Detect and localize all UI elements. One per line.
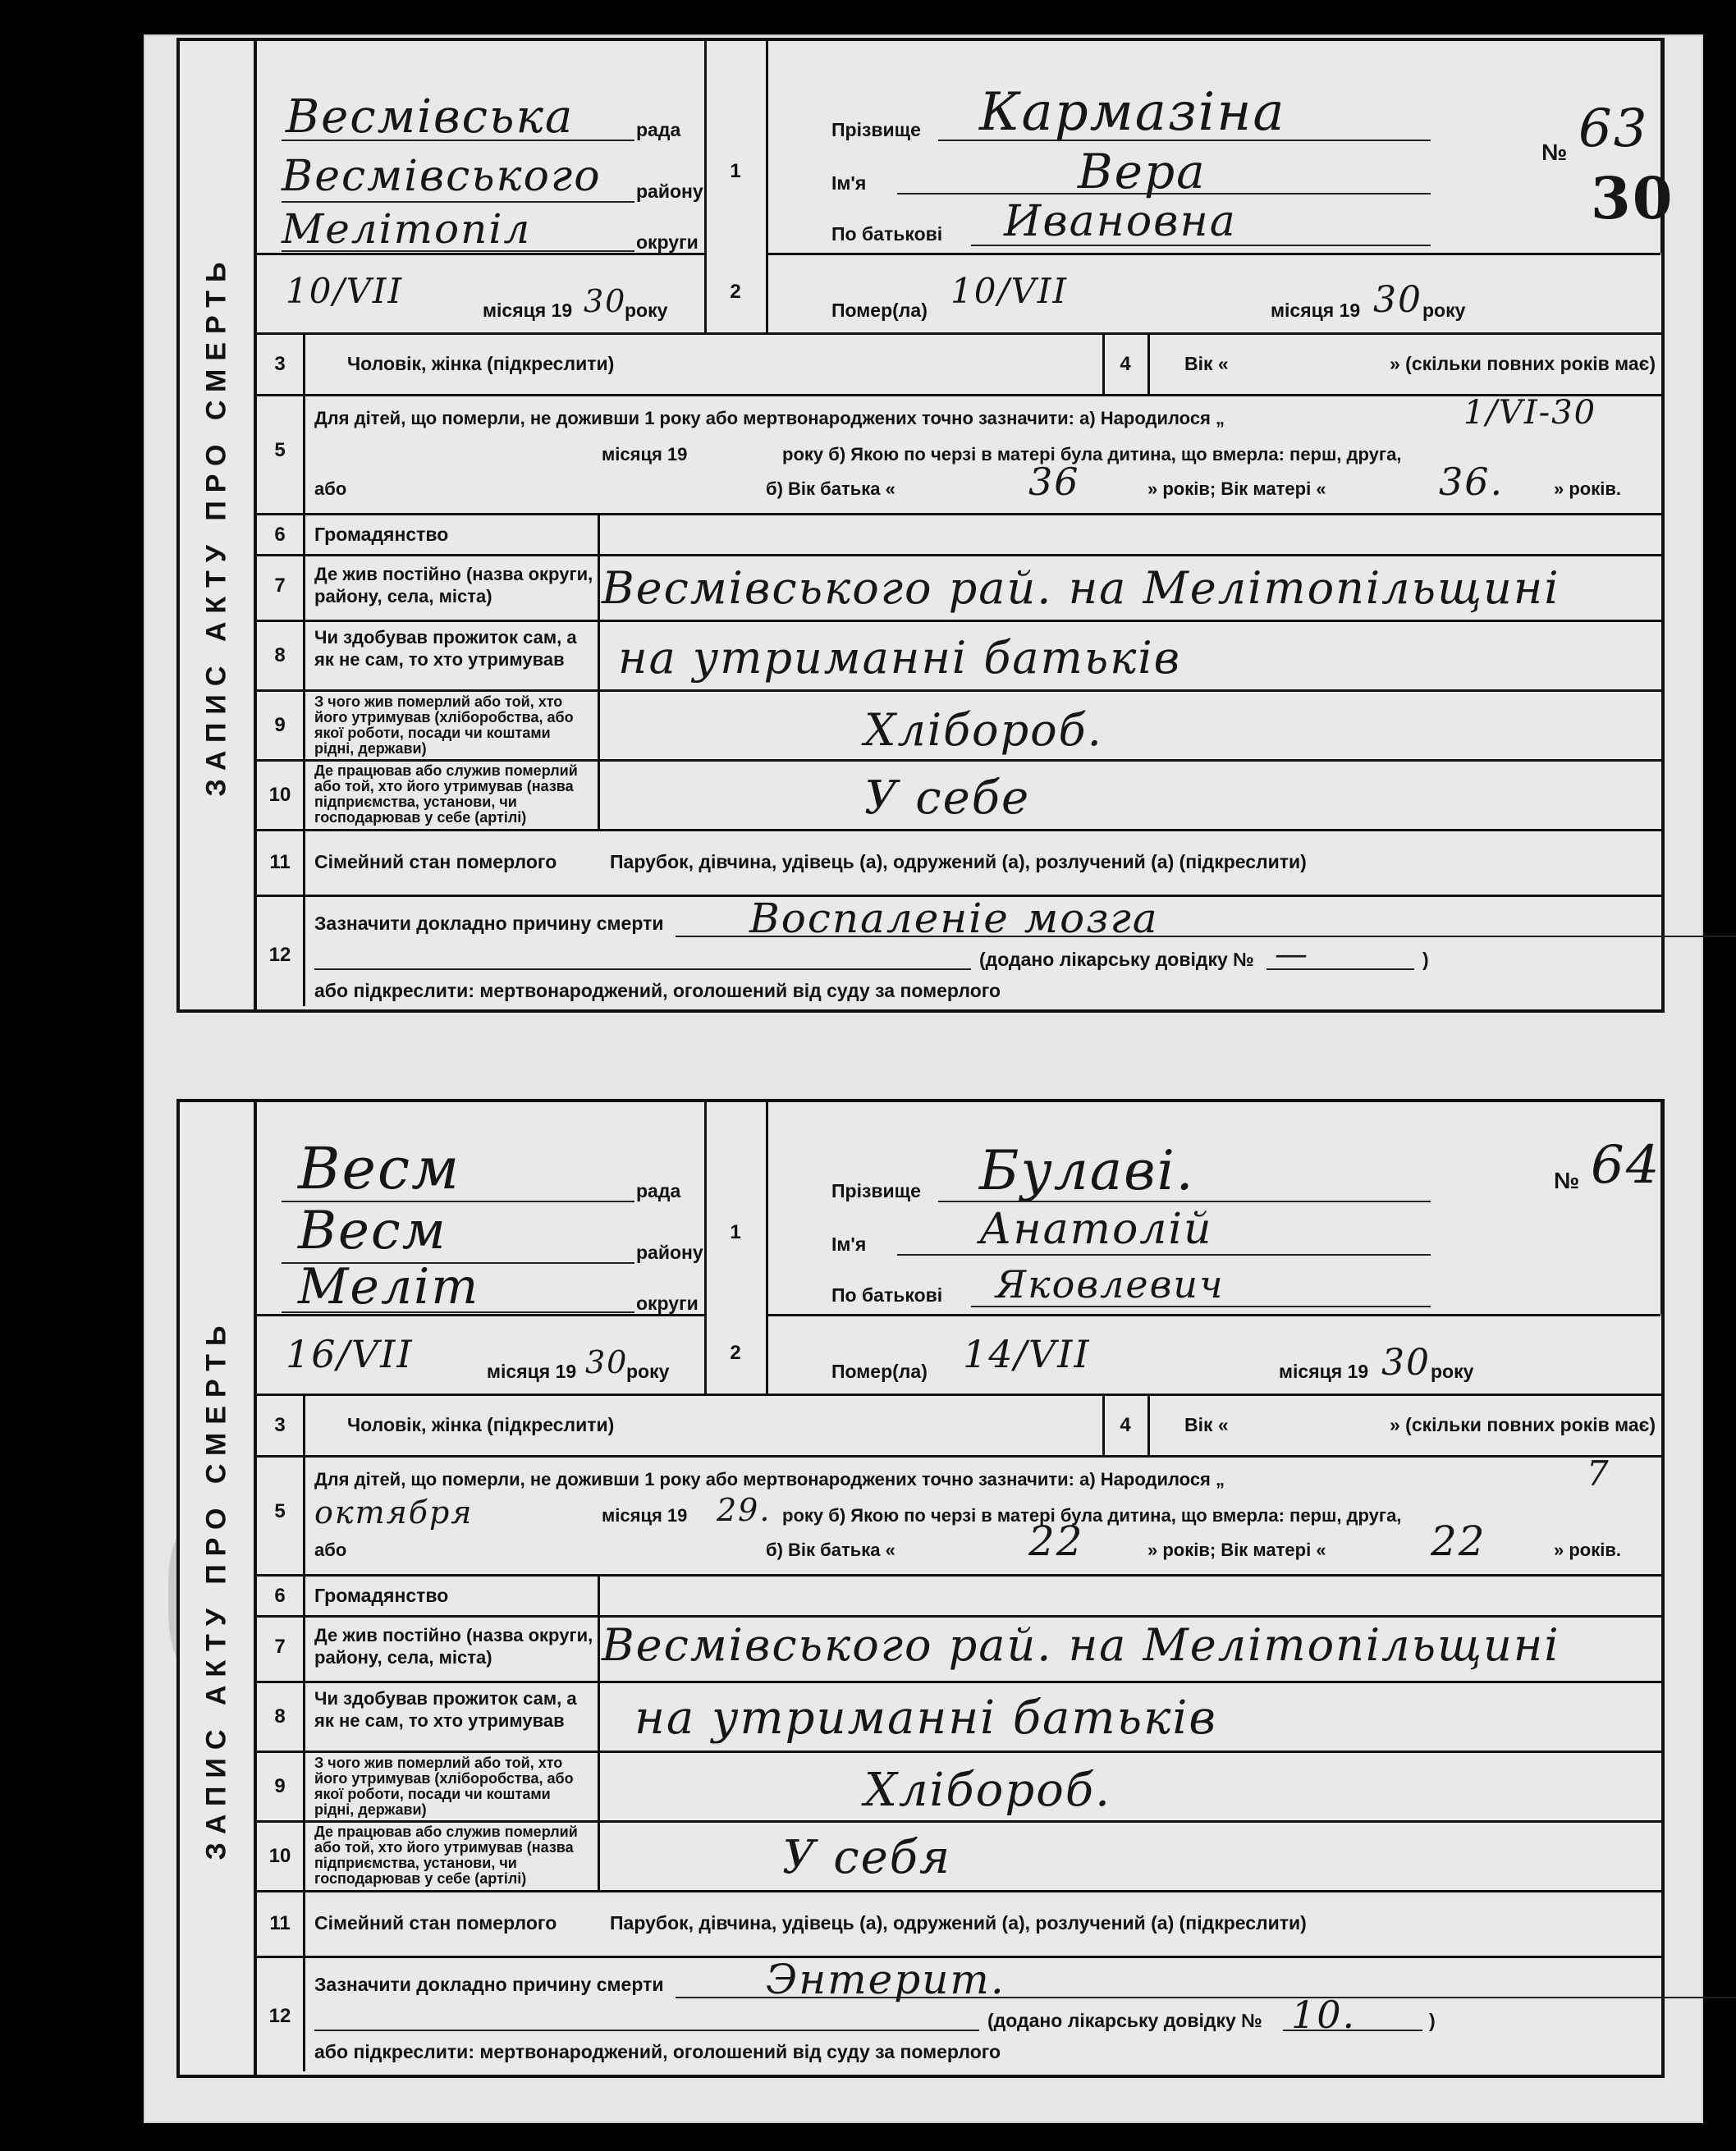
death-label: Помер(ла) (831, 1361, 928, 1382)
registration-year-label: року (625, 300, 668, 321)
age-label: Вік « (1184, 1414, 1229, 1435)
record-number-secondary: 30 (1591, 164, 1674, 232)
row-number-4: 4 (1120, 353, 1131, 375)
children-line-1: Для дітей, що померли, не доживши 1 року або мертвонароджених точно зазначити: а) Народилося „ (314, 1469, 1225, 1490)
rada-value: Весмівська (286, 90, 575, 144)
mother-age-value: 36. (1439, 460, 1505, 504)
registration-date: 16/VII (286, 1332, 414, 1376)
rada-label: рада (636, 119, 681, 140)
row-number-8: 8 (274, 1705, 286, 1728)
children-born-year: 29. (717, 1492, 772, 1528)
row-number-1: 1 (730, 160, 741, 182)
children-line-3c: » років; Вік матері « (1147, 478, 1326, 499)
patronymic-value: Ивановна (1004, 197, 1237, 246)
row-number-1: 1 (730, 1221, 741, 1243)
row-number-3: 3 (274, 353, 286, 375)
children-line-3b: б) Вік батька « (766, 478, 895, 499)
death-year: 30 (1381, 1342, 1431, 1384)
support-label: Чи здобував прожиток сам, а як не сам, то хто утримував (314, 627, 577, 670)
mother-age-value: 22 (1431, 1517, 1486, 1565)
occupation-value: Хлібороб. (864, 704, 1103, 756)
row-number-11: 11 (269, 851, 291, 873)
children-line-2b: року б) Якою по черзі в матері була дитина, що вмерла: перш, друга, (782, 1505, 1402, 1526)
record-number-label: № (1541, 140, 1568, 165)
death-label: Помер(ла) (831, 300, 928, 321)
vertical-title: ЗАПИС АКТУ ПРО СМЕРТЬ (200, 254, 232, 797)
row-number-6: 6 (274, 1585, 286, 1607)
row-number-3: 3 (274, 1414, 286, 1436)
record-number: 64 (1591, 1135, 1661, 1196)
residence-label: Де жив постійно (назва округи, району, села, міста) (314, 1625, 593, 1668)
row-number-9: 9 (274, 714, 286, 736)
citizenship-label: Громадянство (314, 1585, 449, 1606)
okruha-value: Мелітопіл (282, 205, 532, 253)
patronymic-value: Яковлевич (996, 1262, 1225, 1307)
children-born-value: 7 (1587, 1453, 1610, 1494)
record-number-label: № (1554, 1168, 1580, 1193)
row-number-11: 11 (269, 1912, 291, 1934)
children-line-3d: » років. (1554, 1540, 1621, 1560)
certificate-value: 10. (1291, 1993, 1357, 2037)
residence-label: Де жив постійно (назва округи, району, села, міста) (314, 564, 593, 606)
registration-year: 30 (584, 283, 627, 319)
certificate-label: (додано лікарську довідку № (979, 949, 1254, 970)
marital-label: Сімейний стан померлого (314, 851, 557, 872)
workplace-value: У себя (782, 1831, 952, 1884)
death-record-1 (176, 38, 1674, 1013)
surname-value: Булаві. (979, 1139, 1195, 1202)
marital-options: Парубок, дівчина, удівець (а), одружений (а), розлучений (а) (підкреслити) (610, 1912, 1307, 1934)
age-label: Вік « (1184, 353, 1229, 374)
residence-value: Весмівського рай. на Мелітопільщині (602, 562, 1560, 614)
children-line-2a: місяця 19 (602, 444, 688, 465)
father-age-value: 22 (1028, 1517, 1084, 1565)
patronymic-label: По батькові (831, 1284, 943, 1306)
age-tail-label: » (скільки повних років має) (1390, 1414, 1656, 1435)
row-number-12: 12 (268, 944, 291, 966)
row-number-4: 4 (1120, 1414, 1131, 1436)
certificate-close: ) (1429, 2010, 1436, 2031)
children-born-value: 1/VI-30 (1463, 394, 1597, 432)
death-record-2 (176, 1099, 1665, 2078)
children-line-3d: » років. (1554, 478, 1621, 499)
row-number-5: 5 (274, 439, 286, 461)
support-value: на утриманні батьків (634, 1691, 1217, 1745)
record-vertical-title (180, 1102, 257, 2075)
death-month-label: місяця 19 (1279, 1361, 1369, 1382)
okruha-label: округи (636, 1293, 699, 1314)
registration-date: 10/VII (286, 271, 404, 311)
certificate-value: — (1275, 936, 1309, 973)
death-date: 10/VII (950, 271, 1069, 311)
occupation-value: Хлібороб. (864, 1764, 1111, 1817)
registration-year: 30 (585, 1344, 629, 1380)
cause-label: Зазначити докладно причину смерти (314, 913, 664, 934)
row-number-2: 2 (730, 1342, 741, 1364)
row-number-6: 6 (274, 524, 286, 546)
rayon-value: Весмівського (282, 152, 602, 201)
vertical-title: ЗАПИС АКТУ ПРО СМЕРТЬ (200, 1317, 232, 1860)
register-page (144, 34, 1703, 2123)
occupation-label: З чого жив померлий або той, хто його утримував (хліборобства, або якої роботи, посади чи коштами рідні, держави) (314, 693, 574, 757)
name-label: Ім'я (831, 1233, 867, 1255)
workplace-label: Де працював або служив померлий або той, хто його утримував (назва підприємства, установи, чи господарював у себе (артілі) (314, 762, 578, 826)
children-line-2b: року б) Якою по черзі в матері була дитина, що вмерла: перш, друга, (782, 444, 1402, 465)
cause-value: Энтерит. (766, 1956, 1005, 2003)
registration-month-label: місяця 19 (487, 1361, 577, 1382)
cause-label: Зазначити докладно причину смерти (314, 1974, 664, 1995)
children-line-3c: » років; Вік матері « (1147, 1540, 1326, 1560)
okruha-value: Меліт (298, 1258, 480, 1316)
row-number-10: 10 (268, 784, 291, 806)
name-value: Анатолій (979, 1205, 1213, 1254)
children-line-3b: б) Вік батька « (766, 1540, 895, 1560)
patronymic-label: По батькові (831, 223, 943, 245)
children-line-2a: місяця 19 (602, 1505, 688, 1526)
row-number-8: 8 (274, 644, 286, 666)
record-number: 63 (1578, 98, 1649, 159)
children-born-month: октября (314, 1494, 474, 1531)
rada-value: Весм (298, 1135, 461, 1202)
death-month-label: місяця 19 (1271, 300, 1361, 321)
registration-month-label: місяця 19 (483, 300, 573, 321)
row-number-10: 10 (268, 1845, 291, 1867)
surname-value: Кармазіна (979, 82, 1286, 143)
name-label: Ім'я (831, 172, 867, 194)
death-year: 30 (1373, 279, 1422, 321)
cause-value: Воспаленіе мозга (749, 895, 1159, 942)
certificate-close: ) (1422, 949, 1429, 970)
surname-label: Прізвище (831, 119, 921, 140)
certificate-label: (додано лікарську довідку № (987, 2010, 1262, 2031)
death-year-label: року (1431, 1361, 1474, 1382)
row-number-2: 2 (730, 281, 741, 303)
support-value: на утриманні батьків (618, 632, 1182, 684)
okruha-label: округи (636, 231, 699, 253)
stillborn-note: або підкреслити: мертвонароджений, оголошений від суду за померлого (314, 2041, 1001, 2062)
death-year-label: року (1422, 300, 1466, 321)
rayon-value: Весм (298, 1201, 447, 1261)
workplace-label: Де працював або служив померлий або той, хто його утримував (назва підприємства, установи, чи господарював у себе (артілі) (314, 1824, 578, 1887)
stillborn-note: або підкреслити: мертвонароджений, оголошений від суду за померлого (314, 980, 1001, 1001)
gender-label: Чоловік, жінка (підкреслити) (347, 1414, 615, 1435)
rayon-label: району (636, 1242, 703, 1263)
record-vertical-title (180, 41, 257, 1009)
occupation-label: З чого жив померлий або той, хто його утримував (хліборобства, або якої роботи, посади чи коштами рідні, держави) (314, 1755, 574, 1818)
surname-label: Прізвище (831, 1180, 921, 1201)
row-number-9: 9 (274, 1775, 286, 1797)
workplace-value: У себе (864, 771, 1031, 825)
marital-label: Сімейний стан померлого (314, 1912, 557, 1934)
children-line-3a: або (314, 1540, 347, 1560)
residence-value: Весмівського рай. на Мелітопільщині (602, 1619, 1560, 1671)
citizenship-label: Громадянство (314, 524, 449, 545)
name-value: Вера (1078, 144, 1207, 199)
children-line-1: Для дітей, що померли, не доживши 1 року або мертвонароджених точно зазначити: а) Народилося „ (314, 408, 1225, 428)
age-tail-label: » (скільки повних років має) (1390, 353, 1656, 374)
row-number-7: 7 (274, 1636, 286, 1658)
death-date: 14/VII (963, 1332, 1091, 1376)
father-age-value: 36 (1028, 460, 1080, 504)
row-number-7: 7 (274, 574, 286, 597)
row-number-12: 12 (268, 2005, 291, 2027)
support-label: Чи здобував прожиток сам, а як не сам, то хто утримував (314, 1688, 577, 1731)
marital-options: Парубок, дівчина, удівець (а), одружений (а), розлучений (а) (підкреслити) (610, 851, 1307, 872)
rada-label: рада (636, 1180, 681, 1201)
row-number-5: 5 (274, 1500, 286, 1522)
children-line-3a: або (314, 478, 347, 499)
rayon-label: району (636, 181, 703, 202)
gender-label: Чоловік, жінка (підкреслити) (347, 353, 615, 374)
registration-year-label: року (626, 1361, 670, 1382)
